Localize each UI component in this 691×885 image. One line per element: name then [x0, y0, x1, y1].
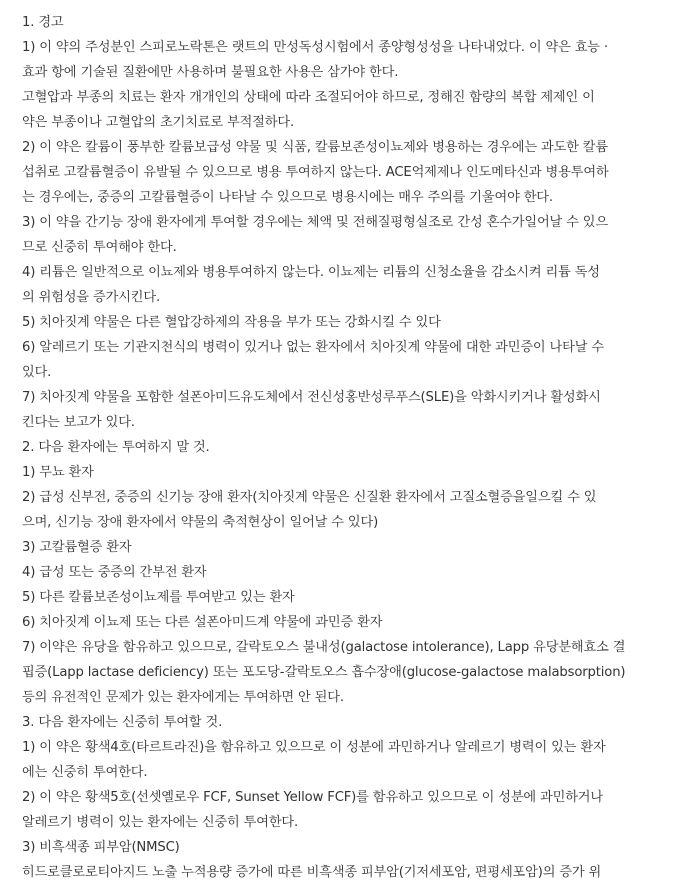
text-line: 6) 치아짓계 이뇨제 또는 다른 설폰아미드계 약물에 과민증 환자 — [22, 615, 383, 630]
text-line: 6) 알레르기 또는 기관지천식의 병력이 있거나 없는 환자에서 치아짓계 약물에 대한 과민증이 나타날 수 — [22, 340, 604, 355]
text-line: 므로 신중히 투여해야 한다. — [22, 240, 177, 255]
text-line: 고혈압과 부종의 치료는 환자 개개인의 상태에 따라 조절되어야 하므로, 정해진 함량의 복합 제제인 이 — [22, 90, 595, 105]
text-line: 등의 유전적인 문제가 있는 환자에게는 투여하면 안 된다. — [22, 690, 344, 705]
text-line: 1) 이 약은 황색4호(타르트라진)을 함유하고 있으므로 이 성분에 과민하거나 알레르기 병력이 있는 환자 — [22, 740, 606, 755]
text-line: 2) 급성 신부전, 중증의 신기능 장애 환자(치아짓계 약물은 신질환 환자에서 고질소혈증을일으킬 수 있 — [22, 490, 597, 505]
text-line: 으며, 신기능 장애 환자에서 약물의 축적현상이 일어날 수 있다) — [22, 515, 379, 530]
text-line: 1) 무뇨 환자 — [22, 465, 94, 480]
text-line: 킨다는 보고가 있다. — [22, 415, 135, 430]
text-line: 핍증(Lapp lactase deficiency) 또는 포도당-갈락토오스 흡수장애(glucose-galactose malabsorption) — [22, 665, 626, 680]
text-line: 3) 이 약을 간기능 장애 환자에게 투여할 경우에는 체액 및 전해질평형실조로 간성 혼수가일어날 수 있으 — [22, 215, 608, 230]
text-line: 약은 부종이나 고혈압의 초기치료로 부적절하다. — [22, 115, 294, 130]
text-line: 7) 치아짓계 약물을 포함한 설폰아미드유도체에서 전신성홍반성루푸스(SLE)을 악화시키거나 활성화시 — [22, 390, 601, 405]
text-line: 4) 급성 또는 중증의 간부전 환자 — [22, 565, 207, 580]
text-line: 알레르기 병력이 있는 환자에는 신중히 투여한다. — [22, 815, 299, 830]
text-line: 4) 리튬은 일반적으로 이뇨제와 병용투여하지 않는다. 이뇨제는 리튬의 신청소율을 감소시켜 리튬 독성 — [22, 265, 600, 280]
text-line: 는 경우에는, 중증의 고칼륨혈증이 나타날 수 있으므로 병용시에는 매우 주의를 기울여야 한다. — [22, 190, 553, 205]
text-line: 5) 치아짓계 약물은 다른 혈압강하제의 작용을 부가 또는 강화시킬 수 있다 — [22, 315, 441, 330]
text-line: 1) 이 약의 주성분인 스피로노락톤은 랫트의 만성독성시험에서 종양형성성을 나타내었다. 이 약은 효능 · — [22, 40, 608, 55]
text-line: 2. 다음 환자에는 투여하지 말 것. — [22, 440, 210, 455]
text-line: 5) 다른 칼륨보존성이뇨제를 투여받고 있는 환자 — [22, 590, 295, 605]
text-line: 의 위험성을 증가시킨다. — [22, 290, 161, 305]
text-line: 2) 이 약은 황색5호(선셋옐로우 FCF, Sunset Yellow FCF)를 함유하고 있으므로 이 성분에 과민하거나 — [22, 790, 603, 805]
text-line: 있다. — [22, 365, 52, 380]
text-line: 3. 다음 환자에는 신중히 투여할 것. — [22, 715, 223, 730]
text-line: 히드로클로로티아지드 노출 누적용량 증가에 따른 비흑색종 피부암(기저세포암, 편평세포암)의 증가 위 — [22, 865, 602, 880]
text-line: 7) 이약은 유당을 함유하고 있으므로, 갈락토오스 불내성(galactose intolerance), Lapp 유당분해효소 결 — [22, 640, 626, 655]
text-line: 3) 비흑색종 피부암(NMSC) — [22, 840, 180, 855]
text-line: 2) 이 약은 칼륨이 풍부한 칼륨보급성 약물 및 식품, 칼륨보존성이뇨제와 병용하는 경우에는 과도한 칼륨 — [22, 140, 608, 155]
text-line: 섭취로 고칼륨혈증이 유발될 수 있으므로 병용 투여하지 않는다. ACE억제제나 인도메타신과 병용투여하 — [22, 165, 609, 180]
document-body — [22, 10, 687, 885]
text-line: 에는 신중히 투여한다. — [22, 765, 148, 780]
text-line: 효과 항에 기술된 질환에만 사용하며 불필요한 사용은 삼가야 한다. — [22, 65, 399, 80]
text-line: 1. 경고 — [22, 15, 64, 30]
text-line: 3) 고칼륨혈증 환자 — [22, 540, 132, 555]
